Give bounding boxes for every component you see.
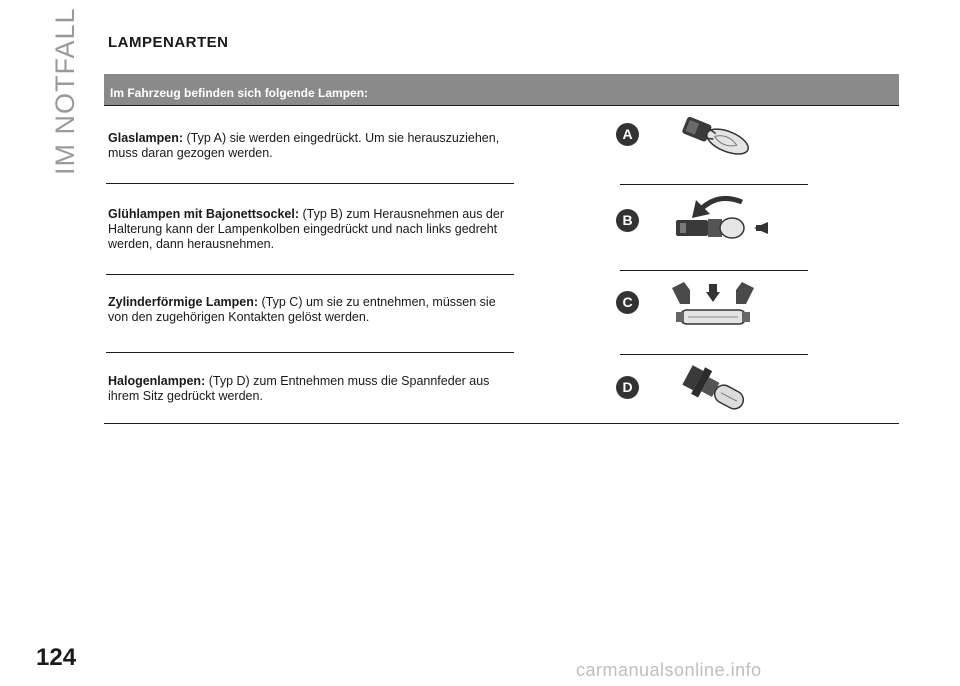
section-title: LAMPENARTEN <box>108 34 229 51</box>
halogen-lamp-illustration <box>678 364 758 416</box>
divider-c-text <box>106 352 514 353</box>
lamp-entry-c <box>108 295 513 325</box>
divider-a-text <box>106 183 514 184</box>
chapter-side-label: IM NOTFALL <box>50 7 80 175</box>
bayonet-lamp-illustration <box>670 192 770 250</box>
section-bottom-rule <box>104 423 899 424</box>
lamp-text-b: (Typ B) zum Herausnehmen aus der Halterung kann der Lampenkolben eingedrückt und nach links gedreht werden, dann herausnehmen. <box>108 207 504 251</box>
lamp-entry-a <box>108 131 513 161</box>
lamp-text-c: (Typ C) um sie zu entnehmen, müssen sie von den zugehörigen Kontakten gelöst werden. <box>108 295 496 324</box>
badge-b: B <box>616 209 639 232</box>
intro-text: Im Fahrzeug befinden sich folgende Lampen: <box>110 86 369 100</box>
badge-d: D <box>616 376 639 399</box>
page-number: 124 <box>36 644 77 671</box>
lamp-name-b: Glühlampen mit Bajonettsockel: <box>108 207 300 221</box>
glass-lamp-illustration <box>676 114 758 162</box>
lamp-entry-d <box>108 374 513 404</box>
watermark: carmanualsonline.info <box>576 660 762 680</box>
divider-b-text <box>106 274 514 275</box>
divider-a-image <box>620 184 808 185</box>
cylindrical-lamp-illustration <box>666 280 760 332</box>
divider-c-image <box>620 354 808 355</box>
lamp-name-a: Glaslampen: <box>108 131 184 145</box>
lamp-name-d: Halogenlampen: <box>108 374 206 388</box>
badge-a: A <box>616 123 639 146</box>
intro-band <box>104 74 899 106</box>
lamp-name-c: Zylinderförmige Lampen: <box>108 295 259 309</box>
lamp-entry-b <box>108 207 513 252</box>
divider-b-image <box>620 270 808 271</box>
lamp-text-a: (Typ A) sie werden eingedrückt. Um sie herauszuziehen, muss daran gezogen werden. <box>108 131 500 160</box>
badge-c: C <box>616 291 639 314</box>
lamp-text-d: (Typ D) zum Entnehmen muss die Spannfeder aus ihrem Sitz gedrückt werden. <box>108 374 490 403</box>
